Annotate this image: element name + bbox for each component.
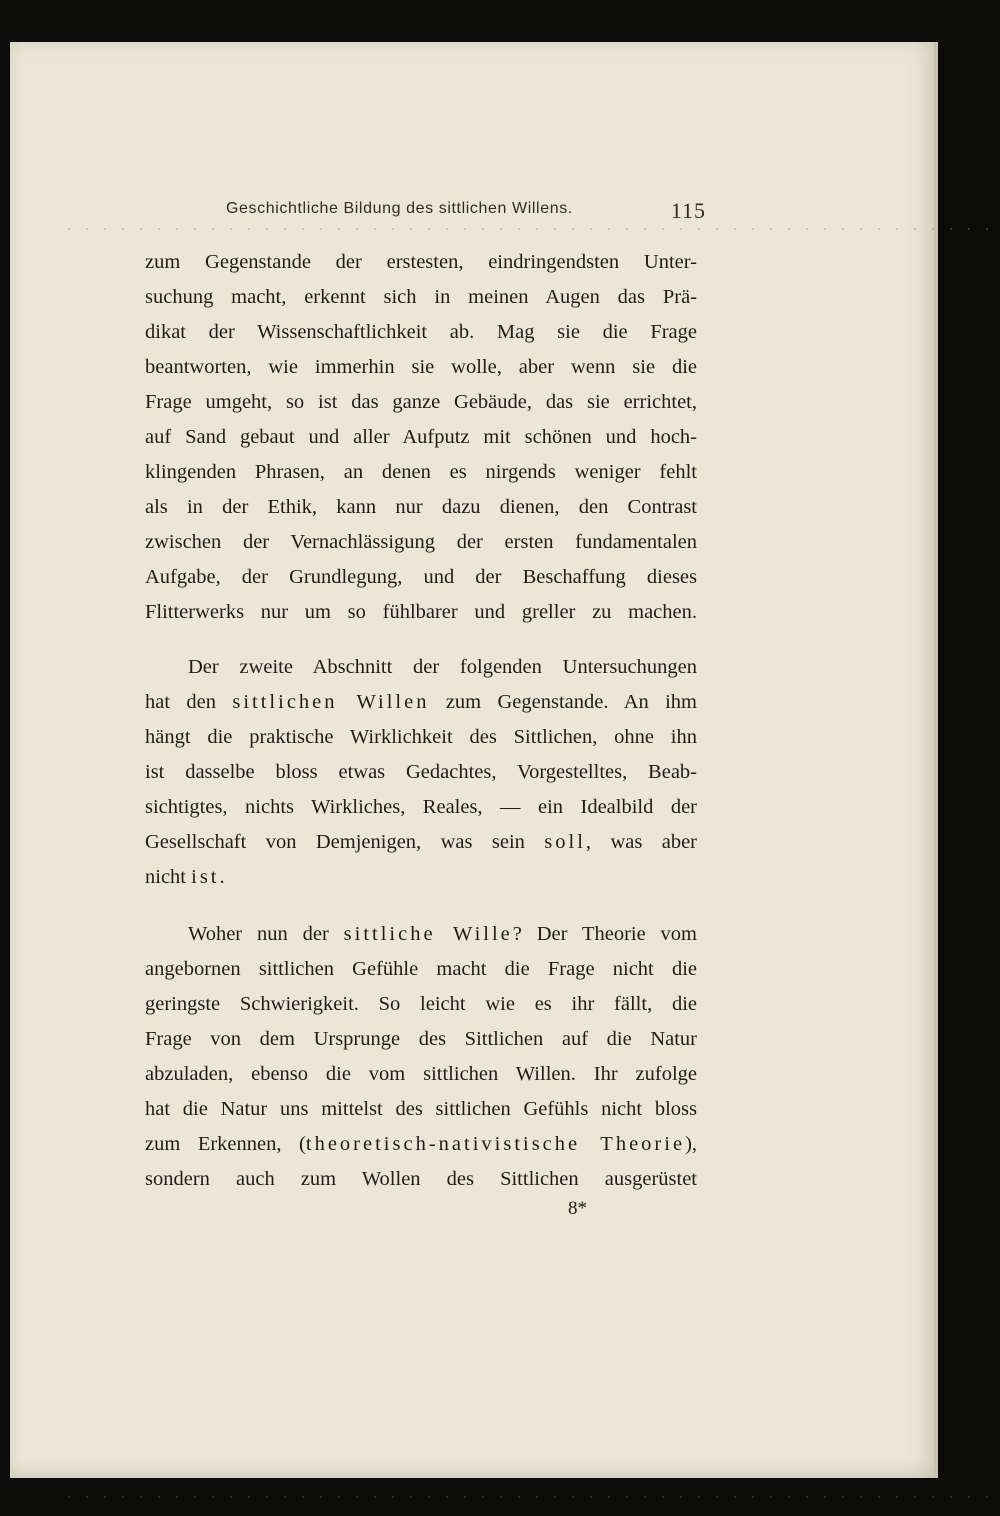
text-run: zum Gegenstande. An ihm (429, 691, 697, 713)
text-line: Der zweite Abschnitt der folgenden Untersuchungen (188, 656, 697, 678)
text-line: auf Sand gebaut und aller Aufputz mit schönen und hoch- (145, 426, 697, 448)
paragraph-2 (145, 650, 697, 895)
body-text (145, 245, 697, 1197)
page-number: 115 (670, 198, 706, 223)
paragraph-1 (145, 245, 697, 630)
text-run: hat den (145, 691, 233, 713)
text-line (145, 1127, 697, 1162)
text-run: ), (685, 1133, 698, 1155)
text-line: dikat der Wissenschaftlichkeit ab. Mag sie die Frage (145, 321, 697, 343)
scan-border-dots-top (60, 228, 1000, 230)
text-line: beantworten, wie immerhin sie wolle, aber wenn sie die (145, 356, 697, 378)
text-line: abzuladen, ebenso die vom sittlichen Willen. Ihr zufolge (145, 1063, 697, 1085)
text-line: Frage von dem Ursprunge des Sittlichen auf die Natur (145, 1028, 697, 1050)
text-line: hat die Natur uns mittelst des sittlichen Gefühls nicht bloss (145, 1098, 697, 1120)
emphasis-spaced: ist (191, 866, 220, 888)
emphasis-spaced: theoretisch-nativistische Theorie (305, 1133, 686, 1155)
text-run: nicht (145, 866, 192, 888)
text-line: zwischen der Vernachlässigung der ersten fundamentalen (145, 531, 697, 553)
page-edge (934, 42, 938, 1478)
text-line: suchung macht, erkennt sich in meinen Augen das Prä- (145, 286, 697, 308)
text-line: Frage umgeht, so ist das ganze Gebäude, das sie errichtet, (145, 391, 697, 413)
text-run: . (219, 866, 225, 888)
emphasis-spaced: sittlichen Willen (232, 691, 430, 713)
text-run: ? Der Theorie vom (512, 923, 697, 945)
running-head: Geschichtliche Bildung des sittlichen Willens. (226, 200, 573, 217)
text-line: ist dasselbe bloss etwas Gedachtes, Vorgestelltes, Beab- (145, 761, 697, 783)
text-run: Gesellschaft von Demjenigen, was sein (145, 831, 545, 853)
text-run: , was aber (585, 831, 698, 853)
text-line: hängt die praktische Wirklichkeit des Sittlichen, ohne ihn (145, 726, 697, 748)
emphasis-spaced: soll (544, 831, 586, 853)
text-line: klingenden Phrasen, an denen es nirgends weniger fehlt (145, 461, 697, 483)
paragraph-3 (145, 917, 697, 1197)
text-line (145, 917, 697, 952)
text-line: angebornen sittlichen Gefühle macht die Frage nicht die (145, 958, 697, 980)
paragraph-gap (145, 630, 697, 650)
text-line: Flitterwerks nur um so fühlbarer und greller zu machen. (145, 601, 697, 623)
signature-mark: 8* (568, 1198, 587, 1219)
scan-border-dots-bottom (60, 1496, 1000, 1498)
text-line: als in der Ethik, kann nur dazu dienen, den Contrast (145, 496, 697, 518)
paragraph-gap (145, 895, 697, 917)
text-line (145, 825, 697, 860)
text-line (145, 860, 697, 895)
text-line: zum Gegenstande der erstesten, eindringendsten Unter- (145, 251, 697, 273)
text-line: sichtigtes, nichts Wirkliches, Reales, — ein Idealbild der (145, 796, 697, 818)
text-line: Aufgabe, der Grundlegung, und der Beschaffung dieses (145, 566, 697, 588)
emphasis-spaced: sittliche Wille (343, 923, 513, 945)
text-line: sondern auch zum Wollen des Sittlichen ausgerüstet (145, 1168, 697, 1190)
text-line: geringste Schwierigkeit. So leicht wie es ihr fällt, die (145, 993, 697, 1015)
text-run: zum Erkennen, ( (145, 1133, 306, 1155)
text-line (145, 685, 697, 720)
text-run: Woher nun der (188, 923, 344, 945)
page-header (226, 198, 706, 224)
